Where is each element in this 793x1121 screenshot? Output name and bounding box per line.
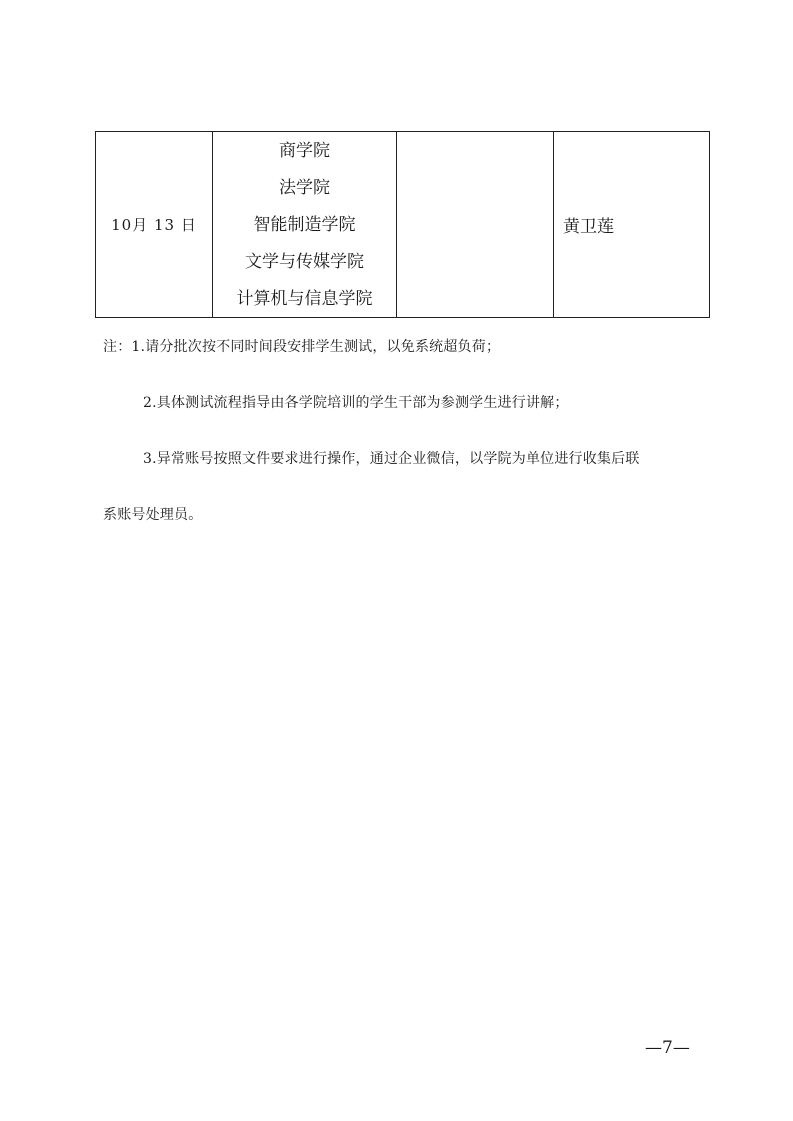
college-item: 法学院 bbox=[279, 177, 330, 198]
schedule-table bbox=[95, 131, 710, 318]
college-item: 商学院 bbox=[279, 140, 330, 161]
college-list bbox=[213, 137, 396, 313]
college-item: 文学与传媒学院 bbox=[245, 251, 364, 272]
page-number: —7— bbox=[645, 1038, 690, 1058]
table-row bbox=[96, 132, 710, 318]
college-item: 智能制造学院 bbox=[253, 214, 356, 235]
note-line-2: 2.具体测试流程指导由各学院培训的学生干部为参测学生进行讲解； bbox=[143, 395, 569, 411]
colleges-cell bbox=[213, 132, 397, 318]
blank-cell bbox=[397, 132, 554, 318]
note-line-1: 注：1.请分批次按不同时间段安排学生测试，以免系统超负荷； bbox=[103, 339, 501, 355]
contact-cell: 黄卫莲 bbox=[554, 132, 710, 318]
college-item: 计算机与信息学院 bbox=[236, 288, 373, 309]
note-line-3: 3.异常账号按照文件要求进行操作，通过企业微信，以学院为单位进行收集后联 bbox=[143, 451, 640, 467]
note-line-3-continued: 系账号处理员。 bbox=[103, 507, 203, 523]
date-cell: 10月 13 日 bbox=[96, 132, 213, 318]
